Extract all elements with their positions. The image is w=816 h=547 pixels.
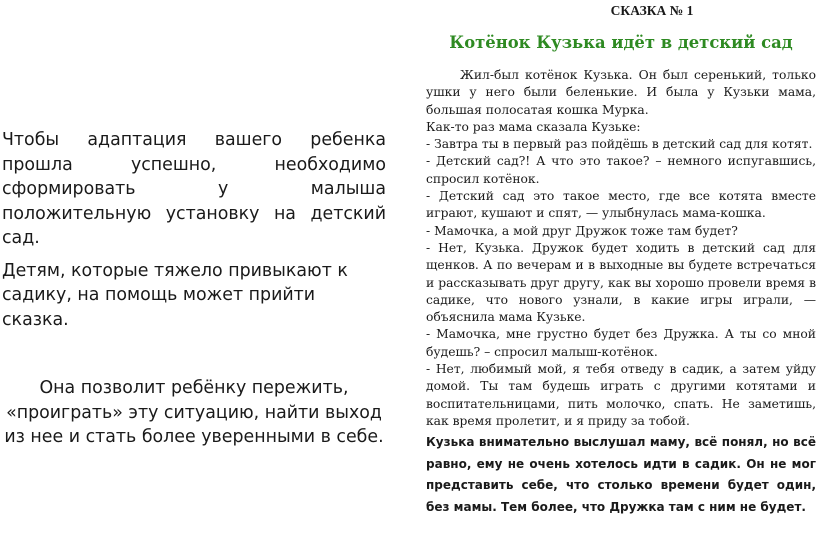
- story-paragraph: - Детский сад?! А что это такое? – немного испугавшись, спросил котёнок.: [426, 154, 816, 186]
- story-paragraph: - Мамочка, а мой друг Дружок тоже там будет?: [426, 223, 738, 238]
- story-final-paragraph: Кузька внимательно выслушал маму, всё понял, но всё равно, ему не очень хотелось идти в садик. Он не мог представить себе, что столько времени будет один, без мамы. Тем более, что Дружка там с ним не будет.: [426, 435, 816, 514]
- story-paragraph: - Нет, любимый мой, я тебя отведу в садик, а затем уйду домой. Ты там будешь играть с другими котятами и воспитательницами, пить молочко, спать. Не заметишь, как время пролетит, и я приду за тобой.: [426, 362, 816, 428]
- story-number-label: СКАЗКА № 1: [610, 3, 694, 18]
- story-paragraph: - Детский сад это такое место, где все котята вместе играют, кушают и спят, — улыбнулась мама-кошка.: [426, 189, 816, 221]
- intro-paragraph-2: Детям, которые тяжело привыкают к садику, на помощь может прийти сказка.: [2, 260, 348, 330]
- story-title: Котёнок Кузька идёт в детский сад: [449, 33, 793, 52]
- intro-paragraph-3: Она позволит ребёнку пережить, «проиграть» эту ситуацию, найти выход из нее и стать более уверенными в себе.: [4, 378, 384, 447]
- story-text: [426, 67, 816, 518]
- story-paragraph: - Нет, Кузька. Дружок будет ходить в детский сад для щенков. А по вечерам и в выходные вы будете встречаться и рассказывать друг другу, как вы хорошо провели время в садике, что нового узнали, в какие игры играли, — объяснила мама Кузьке.: [426, 240, 816, 325]
- intro-paragraph-1: Чтобы адаптация вашего ребенка прошла успешно, необходимо сформировать у малыша положительную установку на детский сад.: [2, 130, 386, 248]
- story-paragraph: Жил-был котёнок Кузька. Он был серенький, только ушки у него были беленькие. И была у Кузьки мама, большая полосатая кошка Мурка.: [426, 68, 816, 117]
- story-paragraph: - Мамочка, мне грустно будет без Дружка. А ты со мной будешь? – спросил малыш-котёнок.: [426, 327, 816, 359]
- story-paragraph: Как-то раз мама сказала Кузьке:: [426, 119, 641, 134]
- intro-column: [2, 128, 386, 450]
- story-paragraph: - Завтра ты в первый раз пойдёшь в детский сад для котят.: [426, 137, 813, 152]
